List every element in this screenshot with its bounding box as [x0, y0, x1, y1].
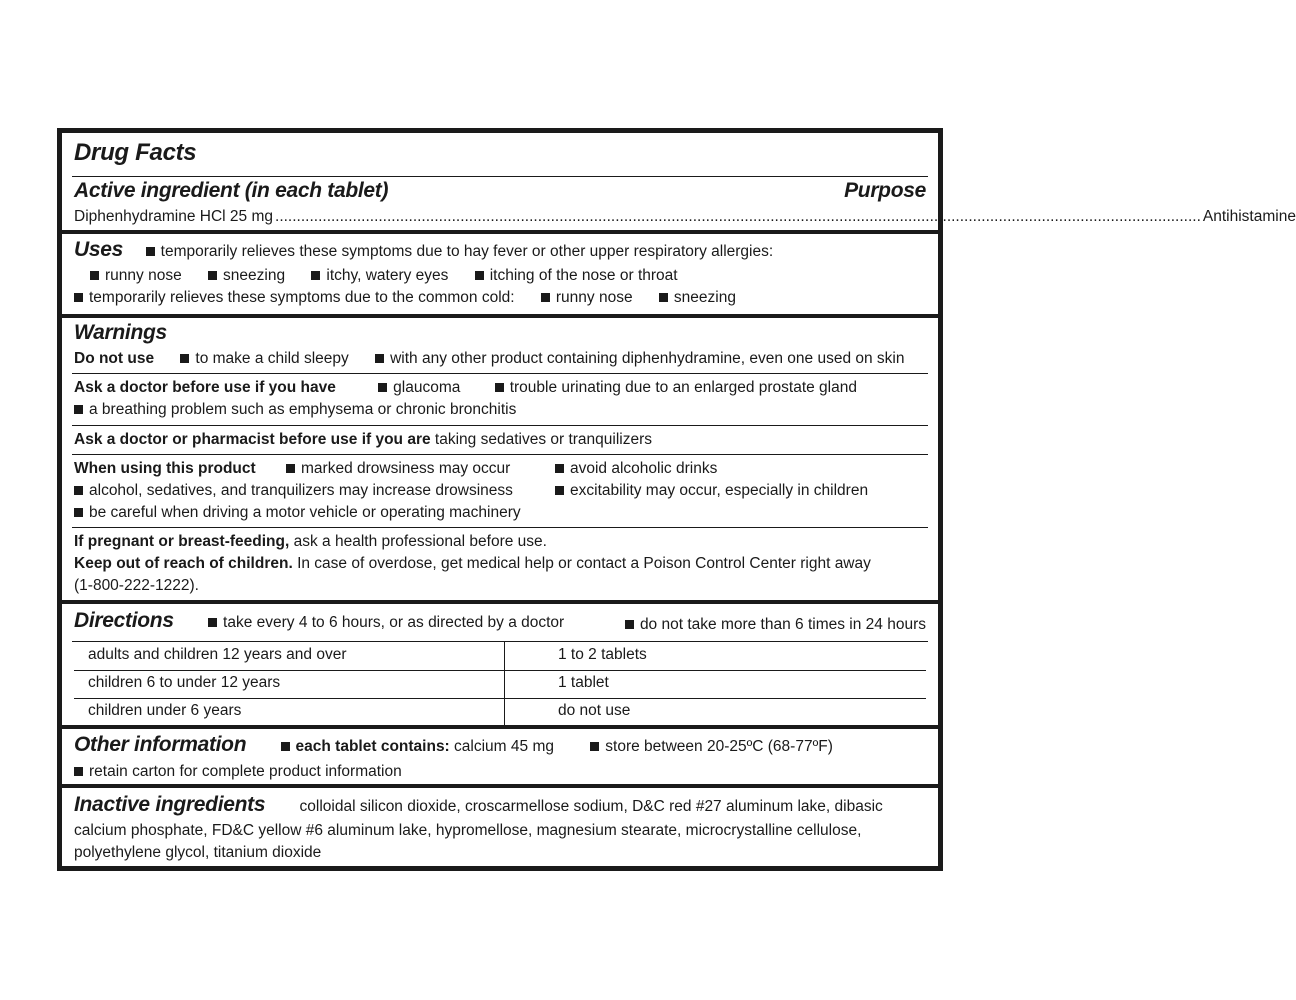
- bullet-icon: [74, 405, 83, 414]
- age-group-cell: children under 6 years: [88, 702, 242, 719]
- list-item: sneezing: [223, 267, 286, 284]
- bullet-icon: [208, 271, 217, 280]
- contains-text: calcium 45 mg: [454, 738, 554, 755]
- bullet-icon: [590, 742, 599, 751]
- bullet-icon: [625, 620, 634, 629]
- list-item: excitability may occur, especially in children: [570, 482, 869, 499]
- list-item: with any other product containing diphenhydramine, even one used on skin: [390, 350, 905, 367]
- section-divider: [62, 230, 938, 234]
- do-not-use-label: Do not use: [74, 350, 155, 367]
- directions-heading: Directions: [74, 609, 174, 632]
- divider: [72, 425, 928, 426]
- list-item: itching of the nose or throat: [489, 267, 678, 284]
- leader-dots: .......................................................................................................................................................................................................................: [275, 208, 1201, 225]
- other-info-line-2: [74, 762, 926, 782]
- list-item: trouble urinating due to an enlarged prostate gland: [509, 379, 857, 396]
- poison-control-phone: (1-800-222-1222).: [74, 577, 199, 594]
- list-item: itchy, watery eyes: [326, 267, 449, 284]
- list-item: glaucoma: [393, 379, 461, 396]
- divider: [72, 176, 928, 177]
- retain-text: retain carton for complete product information: [89, 763, 402, 780]
- when-using-line-3: [74, 503, 926, 523]
- other-info-heading: Other information: [74, 733, 247, 756]
- other-info-line-1: [74, 735, 926, 757]
- list-item: runny nose: [105, 267, 182, 284]
- dose-cell: 1 to 2 tablets: [558, 646, 647, 663]
- active-ingredient-row: [74, 207, 1296, 227]
- bullet-icon: [541, 293, 550, 302]
- bullet-icon: [286, 464, 295, 473]
- store-text: store between 20-25ºC (68-77ºF): [605, 738, 833, 755]
- list-item: to make a child sleepy: [195, 350, 349, 367]
- table-row: [74, 698, 926, 726]
- keep-out-label: Keep out of reach of children.: [74, 555, 293, 572]
- bullet-icon: [378, 383, 387, 392]
- active-ingredient-name: Diphenhydramine HCl 25 mg: [74, 208, 274, 225]
- bullet-icon: [495, 383, 504, 392]
- list-item: avoid alcoholic drinks: [570, 460, 718, 477]
- bullet-icon: [74, 293, 83, 302]
- contains-label: each tablet contains:: [295, 738, 450, 755]
- uses-text: temporarily relieves these symptoms due to the common cold:: [89, 289, 515, 306]
- age-group-cell: children 6 to under 12 years: [88, 674, 281, 691]
- section-divider: [62, 314, 938, 318]
- table-row: [74, 670, 926, 699]
- uses-line-1: [74, 240, 926, 262]
- dose-cell: do not use: [558, 702, 631, 719]
- dose-cell: 1 tablet: [558, 674, 609, 691]
- divider: [72, 527, 928, 528]
- inactive-line-2: calcium phosphate, FD&C yellow #6 aluminum lake, hypromellose, magnesium stearate, microcrystalline cellulose,: [74, 822, 862, 839]
- divider: [72, 373, 928, 374]
- panel-title: Drug Facts: [74, 139, 197, 166]
- bullet-icon: [90, 271, 99, 280]
- bullet-icon: [281, 742, 290, 751]
- ask-pharmacist-line: [74, 430, 926, 450]
- bullet-icon: [555, 486, 564, 495]
- section-divider: [62, 725, 938, 729]
- purpose-heading: Purpose: [844, 179, 926, 202]
- section-divider: [62, 784, 938, 788]
- list-item: sneezing: [673, 289, 736, 306]
- when-using-item-4: [555, 481, 926, 501]
- section-divider: [62, 600, 938, 604]
- inactive-line-1: [74, 795, 926, 817]
- active-ingredient-purpose: Antihistamine: [1202, 208, 1296, 225]
- dosage-table: [74, 642, 926, 726]
- bullet-icon: [74, 767, 83, 776]
- list-item: runny nose: [555, 289, 633, 306]
- table-row: [74, 642, 926, 671]
- uses-heading: Uses: [74, 238, 124, 261]
- ask-doctor-line: [74, 378, 926, 398]
- bullet-icon: [311, 271, 320, 280]
- uses-allergy-items: [90, 266, 926, 286]
- bullet-icon: [475, 271, 484, 280]
- bullet-icon: [180, 354, 189, 363]
- when-using-item-2: [555, 459, 926, 479]
- inactive-heading: Inactive ingredients: [74, 793, 266, 816]
- warnings-heading: Warnings: [74, 321, 167, 344]
- ask-pharmacist-label: Ask a doctor or pharmacist before use if you are: [74, 431, 431, 448]
- bullet-icon: [74, 486, 83, 495]
- directions-item-2: [74, 615, 926, 635]
- pregnant-label: If pregnant or breast-feeding,: [74, 533, 290, 550]
- bullet-icon: [146, 247, 155, 256]
- drug-facts-panel: [57, 128, 1296, 871]
- list-item: be careful when driving a motor vehicle or operating machinery: [89, 504, 521, 521]
- inactive-line-3: polyethylene glycol, titanium dioxide: [74, 844, 322, 861]
- pregnant-text: ask a health professional before use.: [293, 533, 547, 550]
- list-item: do not take more than 6 times in 24 hours: [639, 616, 926, 633]
- when-using-label: When using this product: [74, 460, 256, 477]
- list-item: a breathing problem such as emphysema or chronic bronchitis: [89, 401, 517, 418]
- age-group-cell: adults and children 12 years and over: [88, 646, 347, 663]
- ask-pharmacist-text: taking sedatives or tranquilizers: [434, 431, 653, 448]
- do-not-use-line: [74, 349, 926, 369]
- keep-out-text: In case of overdose, get medical help or contact a Poison Control Center right away: [297, 555, 871, 572]
- bullet-icon: [555, 464, 564, 473]
- bullet-icon: [375, 354, 384, 363]
- keep-out-line: [74, 554, 926, 574]
- uses-text: temporarily relieves these symptoms due to hay fever or other upper respiratory allergies:: [160, 243, 774, 260]
- bullet-icon: [659, 293, 668, 302]
- bullet-icon: [74, 508, 83, 517]
- ask-doctor-label: Ask a doctor before use if you have: [74, 379, 336, 396]
- pregnant-line: [74, 532, 926, 552]
- list-item: take every 4 to 6 hours, or as directed by a doctor: [223, 614, 565, 631]
- list-item: marked drowsiness may occur: [301, 460, 511, 477]
- inactive-text: colloidal silicon dioxide, croscarmellose sodium, D&C red #27 aluminum lake, dibasic: [299, 798, 883, 815]
- uses-cold-line: [74, 288, 926, 308]
- divider: [72, 454, 928, 455]
- active-ingredient-heading: Active ingredient (in each tablet): [74, 179, 389, 202]
- list-item: alcohol, sedatives, and tranquilizers may increase drowsiness: [89, 482, 513, 499]
- ask-doctor-line-2: [74, 400, 926, 420]
